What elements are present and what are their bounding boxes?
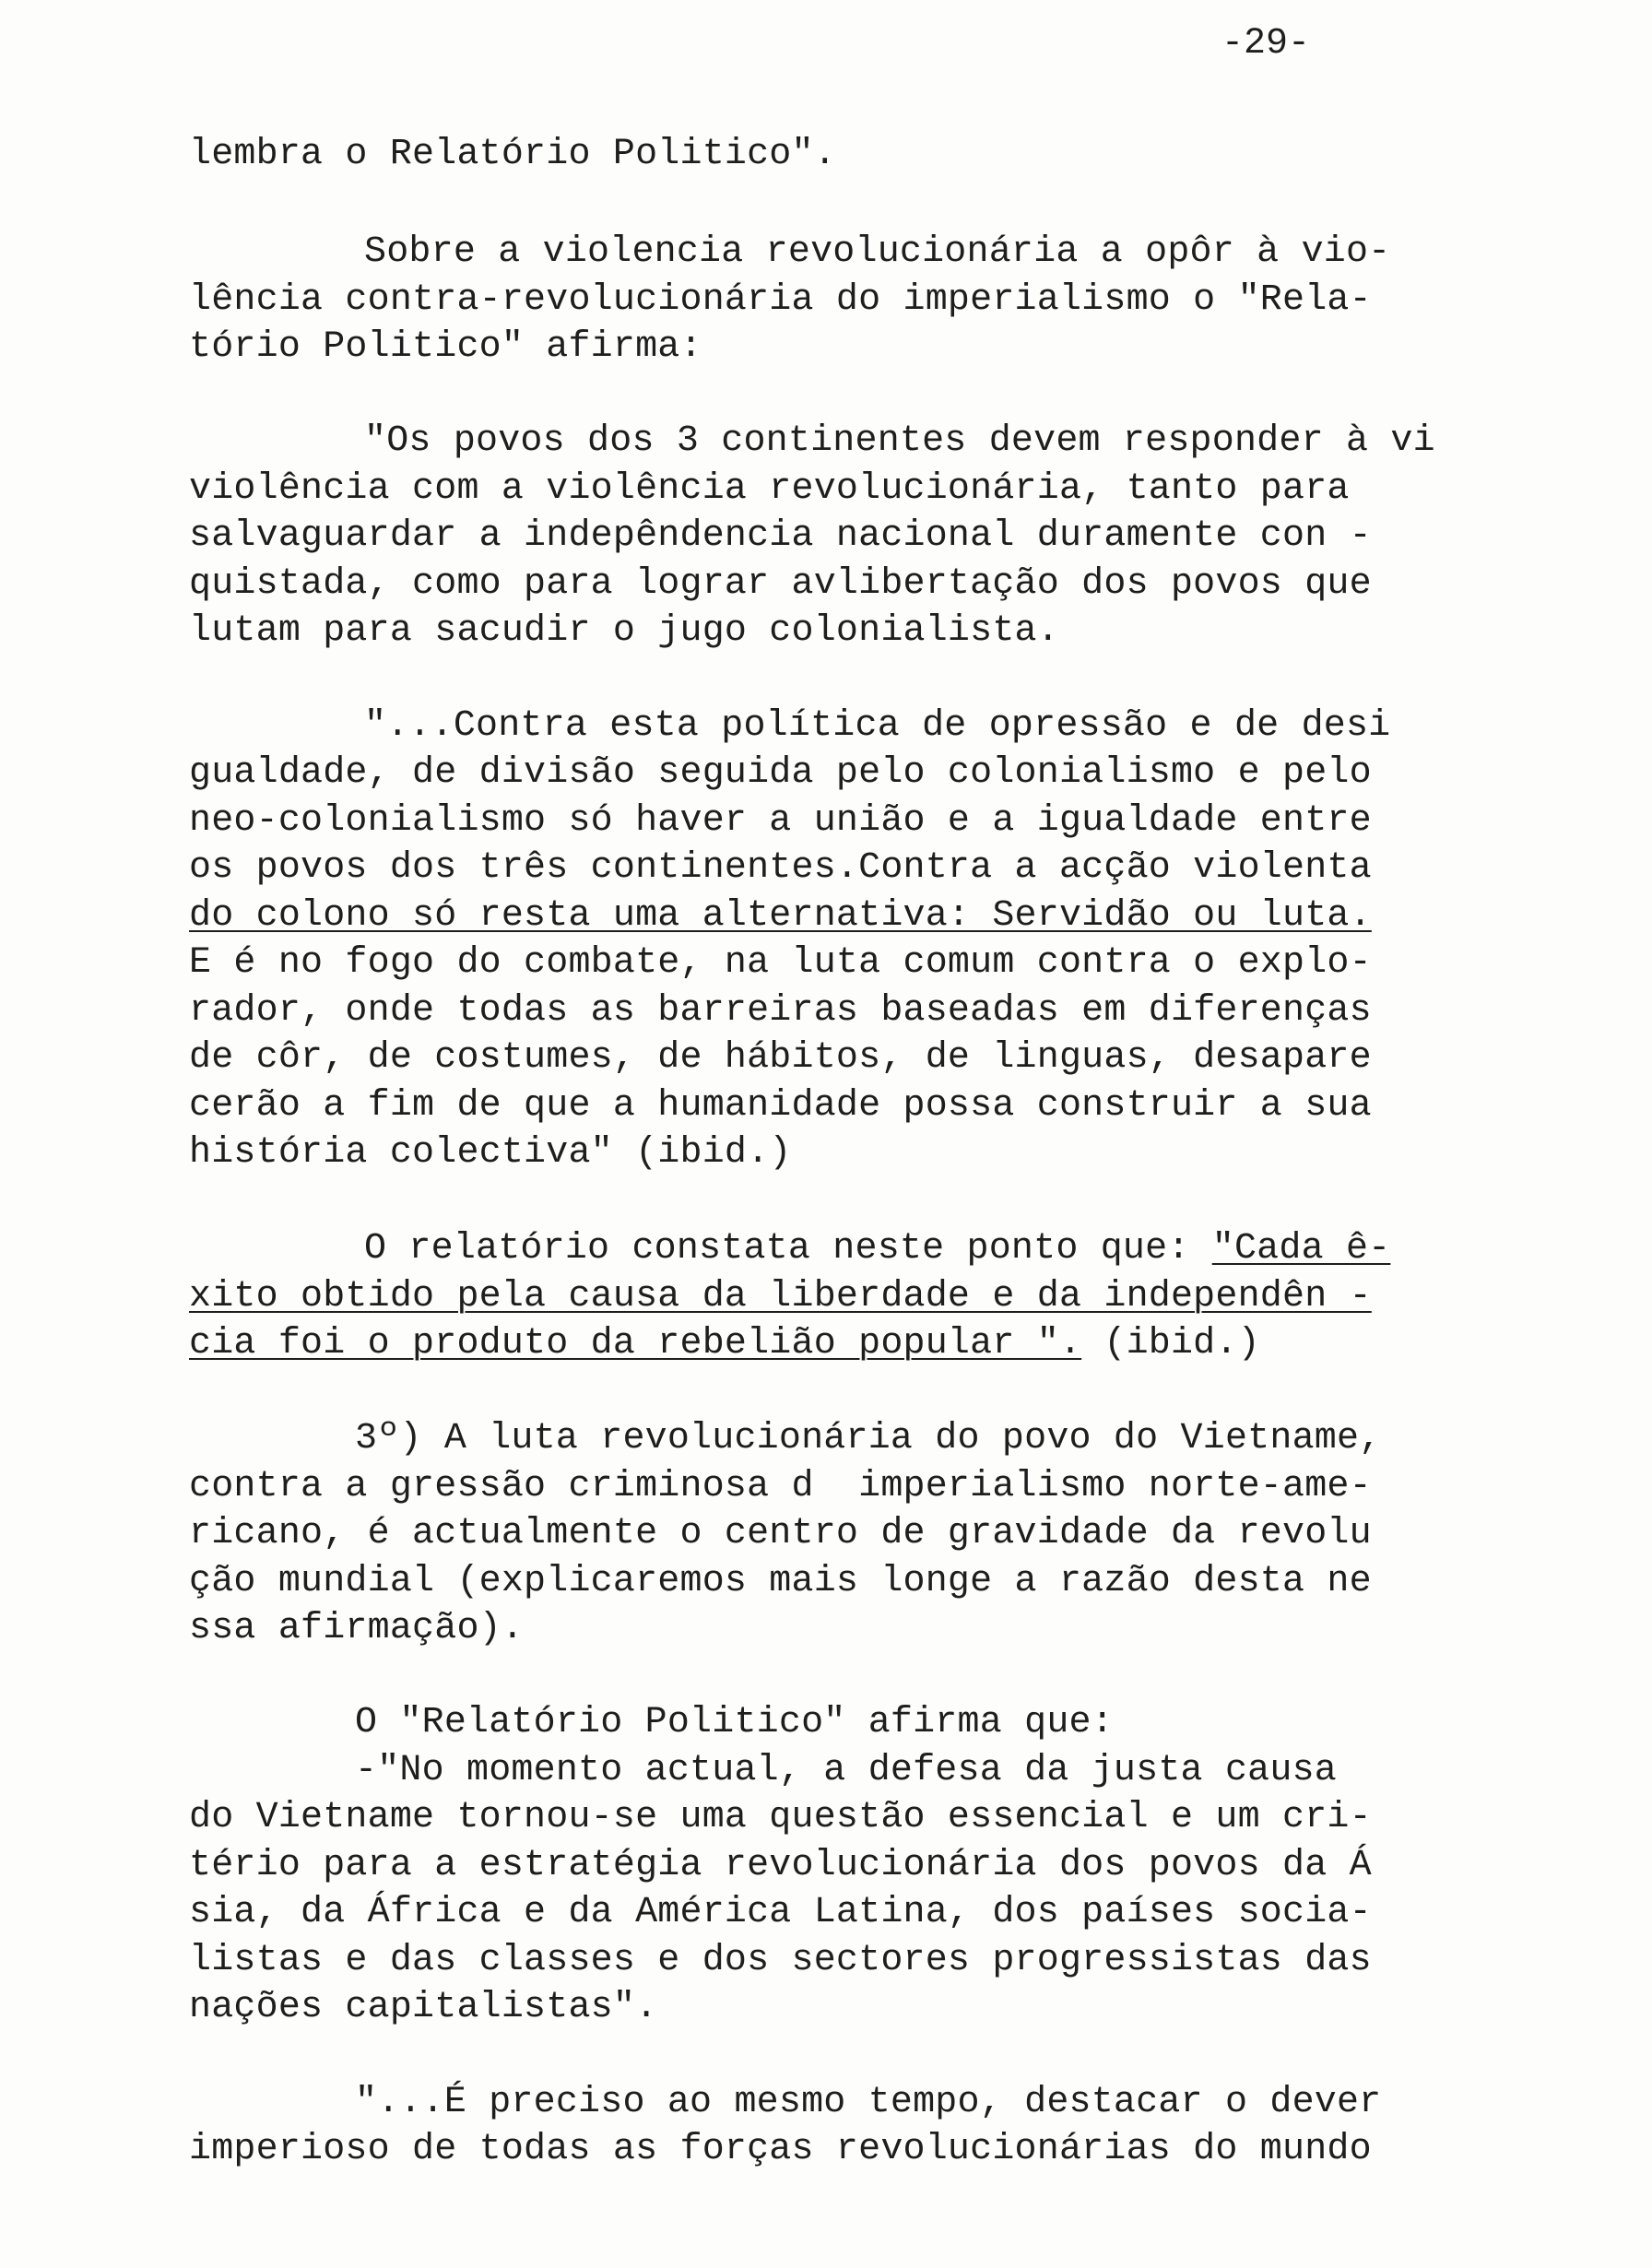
text-line: nações capitalistas". [189,1987,658,2028]
text-line: neo-colonialismo só haver a união e a igualdade entre [189,800,1372,842]
text-line: rador, onde todas as barreiras baseadas em diferenças [189,990,1372,1032]
text-line: lência contra-revolucionária do imperialismo o "Rela- [189,279,1372,321]
text-line: sia, da África e da América Latina, dos países socia- [189,1892,1372,1933]
text-line: ricano, é actualmente o centro de gravidade da revolu [189,1513,1372,1554]
underlined-text-segment: cia foi o produto da rebelião popular ". [189,1323,1082,1364]
text-segment: O relatório constata neste ponto que: [364,1228,1212,1270]
underlined-text-segment: "Cada ê- [1211,1228,1391,1270]
text-line: lutam para sacudir o jugo colonialista. [189,610,1059,652]
text-line: contra a gressão criminosa d imperialismo norte-ame- [189,1466,1372,1507]
text-line: lembra o Relatório Politico". [189,134,836,175]
text-line: os povos dos três continentes.Contra a acção violenta [189,847,1372,889]
text-line: 3º) A luta revolucionária do povo do Vietname, [355,1418,1382,1459]
text-segment: (ibid.) [1081,1323,1260,1364]
text-line-with-underline [364,1225,1390,1273]
page-number: -29- [1221,23,1311,65]
text-line: "...Contra esta política de opressão e de desi [364,705,1391,747]
text-line: "Os povos dos 3 continentes devem responder à vi [364,420,1435,462]
text-line: gualdade, de divisão seguida pelo colonialismo e pelo [189,752,1372,794]
text-line: ção mundial (explicaremos mais longe a razão desta ne [189,1561,1372,1602]
text-line: de côr, de costumes, de hábitos, de linguas, desapare [189,1037,1372,1079]
text-line: cerão a fim de que a humanidade possa construir a sua [189,1085,1372,1127]
text-line: "...É preciso ao mesmo tempo, destacar o dever [355,2082,1382,2123]
text-line: listas e das classes e dos sectores progressistas das [189,1940,1372,1981]
text-line: tório Politico" afirma: [189,326,702,368]
underlined-text-line: do colono só resta uma alternativa: Servidão ou luta. [189,895,1372,937]
text-line: do Vietname tornou-se uma questão essencial e um cri- [189,1797,1372,1838]
text-line: -"No momento actual, a defesa da justa causa [355,1750,1337,1791]
text-line: O "Relatório Politico" afirma que: [355,1702,1114,1743]
text-line: tério para a estratégia revolucionária dos povos da Á [189,1845,1372,1886]
text-line: quistada, como para lograr avlibertação dos povos que [189,563,1372,605]
text-line: salvaguardar a indepêndencia nacional duramente con - [189,515,1372,557]
underlined-text-line: xito obtido pela causa da liberdade e da independên - [189,1276,1372,1317]
text-line: violência com a violência revolucionária, tanto para [189,468,1350,510]
text-line-with-underline [189,1320,1260,1368]
text-line: Sobre a violencia revolucionária a opôr à vio- [364,231,1391,273]
text-line: ssa afirmação). [189,1608,525,1649]
text-line: história colectiva" (ibid.) [189,1132,792,1174]
text-line: E é no fogo do combate, na luta comum contra o explo- [189,942,1372,984]
text-line: imperioso de todas as forças revolucionárias do mundo [189,2129,1372,2170]
